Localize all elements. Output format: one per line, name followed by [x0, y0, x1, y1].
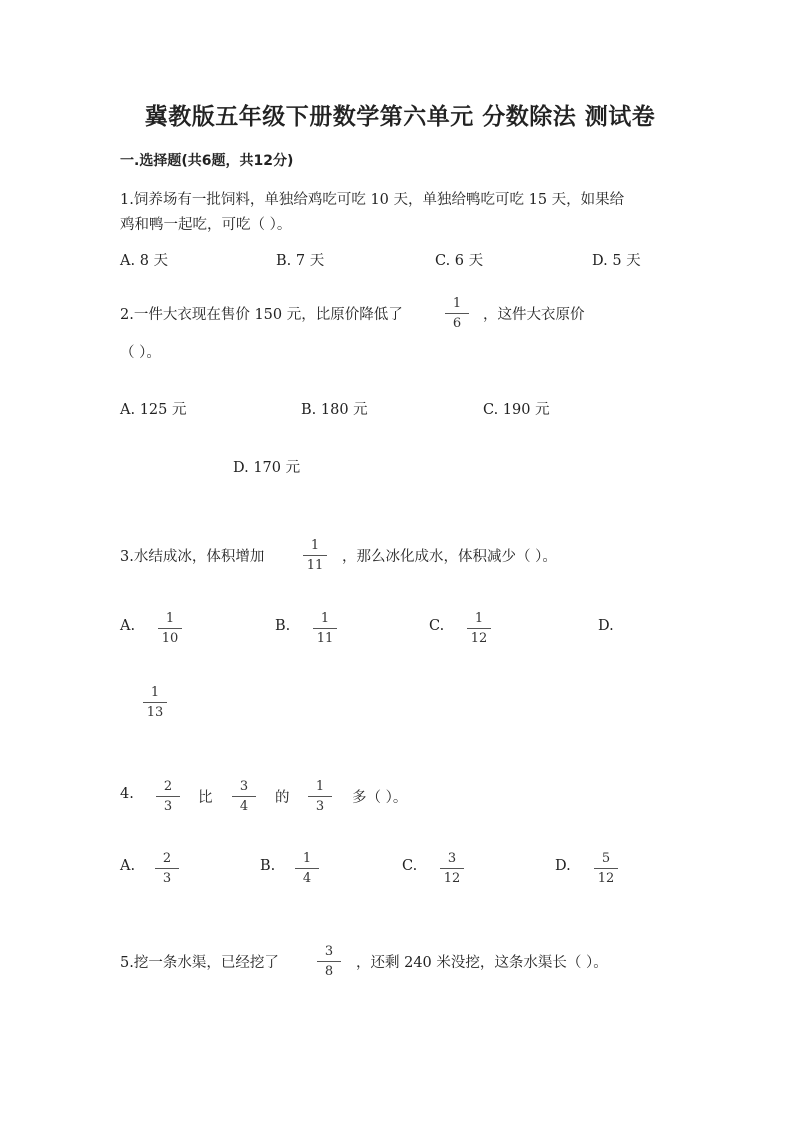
section-heading: 一.选择题(共6题，共12分)	[120, 153, 294, 169]
fraction-numerator: 3	[447, 851, 457, 866]
fraction-numerator: 1	[474, 611, 484, 626]
q3-option-d-fraction[interactable]	[140, 686, 170, 719]
q4-word-3: 多（ ）。	[352, 790, 408, 806]
q5-fraction	[314, 945, 344, 978]
fraction-denominator: 3	[315, 799, 325, 814]
q3-option-b-fraction[interactable]	[310, 612, 340, 645]
q4-option-d-fraction[interactable]	[591, 852, 621, 885]
fraction-numerator: 1	[150, 685, 160, 700]
fraction-denominator: 12	[470, 631, 488, 646]
fraction-numerator: 1	[165, 611, 175, 626]
fraction-denominator: 13	[146, 705, 164, 720]
fraction-numerator: 1	[315, 779, 325, 794]
q4-option-b-fraction[interactable]	[292, 852, 322, 885]
q2-text-line2: （ ）。	[120, 345, 161, 361]
q4-option-b-label[interactable]: B.	[260, 858, 276, 874]
q3-option-a-label[interactable]: A.	[120, 618, 136, 634]
q2-text-post: ，这件大衣原价	[483, 307, 585, 323]
q1-option-c[interactable]: C. 6 天	[435, 253, 484, 269]
q3-option-c-fraction[interactable]	[464, 612, 494, 645]
q2-option-d[interactable]: D. 170 元	[233, 460, 301, 476]
q3-option-c-label[interactable]: C.	[429, 618, 445, 634]
q4-option-d-label[interactable]: D.	[555, 858, 571, 874]
fraction-denominator: 4	[239, 799, 249, 814]
q3-option-d-label[interactable]: D.	[598, 618, 614, 634]
q3-option-b-label[interactable]: B.	[275, 618, 291, 634]
fraction-numerator: 3	[324, 944, 334, 959]
fraction-numerator: 5	[601, 851, 611, 866]
q2-option-c[interactable]: C. 190 元	[483, 402, 550, 418]
fraction-numerator: 1	[310, 538, 320, 553]
q4-fraction-3	[305, 780, 335, 813]
q3-option-a-fraction[interactable]	[155, 612, 185, 645]
fraction-denominator: 12	[597, 871, 615, 886]
q4-word-1: 比	[198, 790, 213, 806]
q3-text-post: ，那么冰化成水，体积减少（ ）。	[342, 549, 557, 565]
fraction-denominator: 11	[306, 558, 324, 573]
fraction-numerator: 2	[163, 779, 173, 794]
q1-text-line1: 1.饲养场有一批饲料，单独给鸡吃可吃 10 天，单独给鸭吃可吃 15 天，如果给	[120, 192, 625, 208]
q1-option-b[interactable]: B. 7 天	[276, 253, 325, 269]
q5-text-post: ，还剩 240 米没挖，这条水渠长（ ）。	[356, 955, 608, 971]
fraction-denominator: 3	[162, 871, 172, 886]
q4-fraction-1	[153, 780, 183, 813]
page-title: 冀教版五年级下册数学第六单元 分数除法 测试卷	[144, 104, 656, 130]
q1-option-a[interactable]: A. 8 天	[120, 253, 169, 269]
q3-text-pre: 3.水结成冰，体积增加	[120, 549, 265, 565]
fraction-denominator: 11	[316, 631, 334, 646]
fraction-denominator: 8	[324, 964, 334, 979]
q4-word-2: 的	[275, 790, 290, 806]
q4-option-c-label[interactable]: C.	[402, 858, 418, 874]
q4-fraction-2	[229, 780, 259, 813]
fraction-numerator: 2	[162, 851, 172, 866]
q2-text-pre: 2.一件大衣现在售价 150 元，比原价降低了	[120, 307, 403, 323]
q2-option-a[interactable]: A. 125 元	[120, 402, 187, 418]
q5-text-pre: 5.挖一条水渠，已经挖了	[120, 955, 279, 971]
fraction-denominator: 10	[161, 631, 179, 646]
q2-option-b[interactable]: B. 180 元	[301, 402, 368, 418]
q2-fraction	[442, 297, 472, 330]
fraction-numerator: 1	[452, 296, 462, 311]
q4-option-a-label[interactable]: A.	[120, 858, 136, 874]
q1-text-line2: 鸡和鸭一起吃，可吃（ ）。	[120, 217, 292, 233]
fraction-denominator: 3	[163, 799, 173, 814]
fraction-denominator: 6	[452, 316, 462, 331]
q4-option-c-fraction[interactable]	[437, 852, 467, 885]
q3-fraction	[300, 539, 330, 572]
fraction-numerator: 1	[302, 851, 312, 866]
fraction-denominator: 12	[443, 871, 461, 886]
q1-option-d[interactable]: D. 5 天	[592, 253, 641, 269]
fraction-numerator: 3	[239, 779, 249, 794]
q4-number: 4.	[120, 786, 134, 802]
fraction-numerator: 1	[320, 611, 330, 626]
q4-option-a-fraction[interactable]	[152, 852, 182, 885]
fraction-denominator: 4	[302, 871, 312, 886]
